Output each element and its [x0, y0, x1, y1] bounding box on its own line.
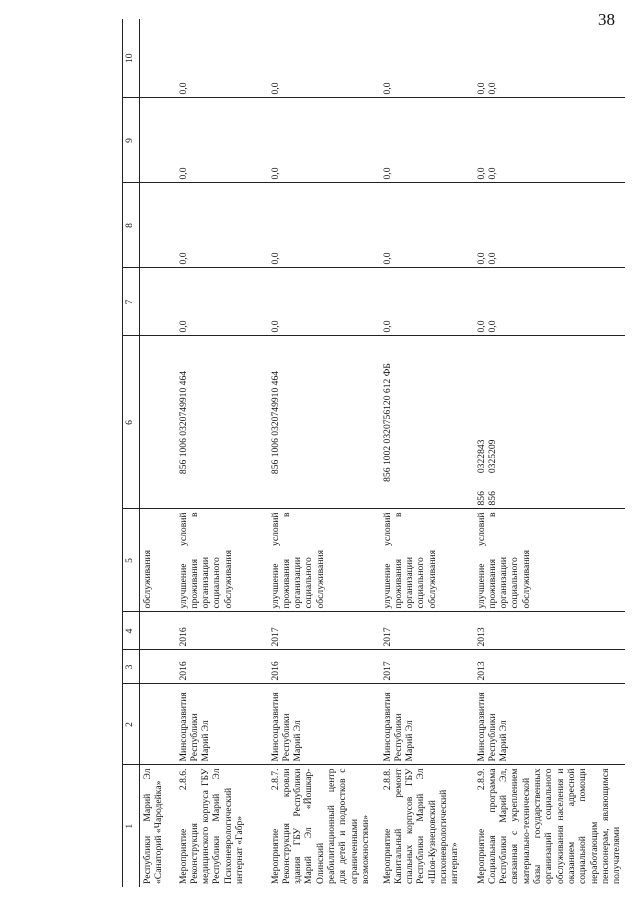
value: 0,0 — [475, 320, 487, 333]
cell-result: обслуживания — [140, 509, 176, 612]
cell-measure: Мероприятие 2.8.6. Реконструкция медицинского корпуса ГБУ Республики Марий Эл Психоневрологический интернат «Габр» — [177, 768, 246, 884]
cell-value-9 — [140, 98, 176, 183]
table-row — [140, 19, 176, 887]
cell-end-year: 2016 — [176, 612, 268, 650]
table-row — [176, 19, 268, 887]
cell-result: улучшение условий проживания в организации социального обслуживания — [380, 509, 474, 612]
col-header-8: 8 — [123, 183, 140, 268]
col-header-9: 9 — [123, 98, 140, 183]
cell-value-8: 0,0 — [268, 183, 380, 268]
header-row — [123, 19, 140, 887]
cell-executor: Минсоцразвития Республики Марий Эл — [380, 684, 474, 765]
col-header-7: 7 — [123, 268, 140, 336]
budget-target-code: 0322843 — [475, 439, 487, 474]
cell-value-8: 0,0 — [380, 183, 474, 268]
program-table — [122, 19, 625, 887]
cell-value-7: 0,0 — [268, 268, 380, 336]
cell-value-10: 0,0 — [268, 19, 380, 98]
cell-budget-code: 856 1002 0320756120 612 ФБ — [380, 336, 474, 509]
cell-value-10: 0,0 — [176, 19, 268, 98]
cell-start-year: 2013 — [474, 650, 625, 684]
col-header-6: 6 — [123, 336, 140, 509]
value: 0,0 — [486, 252, 498, 265]
cell-value-8 — [140, 183, 176, 268]
cell-value-9: 0,0 — [176, 98, 268, 183]
cell-value-8: 0,0 — [176, 183, 268, 268]
cell-end-year: 2013 — [474, 612, 625, 650]
cell-value-10 — [474, 19, 625, 98]
budget-target-code: 0325209 — [486, 439, 498, 474]
cell-measure: Мероприятие 2.8.7. Реконструкция кровли здания ГБУ Республики Марий Эл «Йошкар-Олинский реабилитационный центр для детей и подростков с ограниченными возможностями» — [269, 768, 371, 884]
col-header-10: 10 — [123, 19, 140, 98]
col-header-4: 4 — [123, 612, 140, 650]
budget-admin-code: 856 — [486, 491, 498, 506]
cell-value-10 — [140, 19, 176, 98]
col-header-3: 3 — [123, 650, 140, 684]
cell-budget-code — [140, 336, 176, 509]
cell-value-7 — [474, 268, 625, 336]
cell-measure: Мероприятие 2.8.9. Социальная программа Республики Марий Эл, связанная с укреплением материально-технической базы государственных организаций социального обслуживания населения и оказанием адресной социальной помощи неработающим пенсионерам, являющимся получателями — [475, 768, 623, 884]
value: 0,0 — [486, 320, 498, 333]
rotated-table-container — [122, 19, 632, 887]
col-header-2: 2 — [123, 684, 140, 765]
cell-budget-code: 856 1006 0320749910 464 — [176, 336, 268, 509]
cell-value-9 — [474, 98, 625, 183]
cell-budget-code — [474, 336, 625, 509]
cell-measure: Республики Марий Эл «Санаторий «Чародейка» — [142, 768, 165, 884]
cell-start-year: 2016 — [268, 650, 380, 684]
cell-start-year: 2016 — [176, 650, 268, 684]
cell-value-9: 0,0 — [268, 98, 380, 183]
budget-admin-code: 856 — [475, 491, 487, 506]
col-header-1: 1 — [123, 765, 140, 887]
cell-value-7 — [140, 268, 176, 336]
cell-measure: Мероприятие 2.8.8. Капитальный ремонт спальных корпусов ГБУ Республики Марий Эл «Шоя-Кузнецовский психоневрологический интернат» — [381, 768, 461, 884]
cell-start-year — [140, 650, 176, 684]
value: 0,0 — [475, 167, 487, 180]
value: 0,0 — [475, 82, 487, 95]
cell-budget-code: 856 1006 0320749910 464 — [268, 336, 380, 509]
cell-value-7: 0,0 — [380, 268, 474, 336]
value: 0,0 — [486, 167, 498, 180]
value: 0,0 — [475, 252, 487, 265]
cell-result: улучшение условий проживания в организации социального обслуживания — [474, 509, 625, 612]
cell-executor: Минсоцразвития Республики Марий Эл — [268, 684, 380, 765]
cell-executor: Минсоцразвития Республики Марий Эл — [176, 684, 268, 765]
cell-value-9: 0,0 — [380, 98, 474, 183]
page-number: 38 — [598, 10, 615, 29]
cell-end-year: 2017 — [268, 612, 380, 650]
cell-value-8 — [474, 183, 625, 268]
cell-value-10: 0,0 — [380, 19, 474, 98]
cell-result: улучшение условий проживания в организации социального обслуживания — [176, 509, 268, 612]
col-header-5: 5 — [123, 509, 140, 612]
cell-executor: Минсоцразвития Республики Марий Эл — [474, 684, 625, 765]
cell-executor — [140, 684, 176, 765]
cell-value-7: 0,0 — [176, 268, 268, 336]
value: 0,0 — [486, 82, 498, 95]
table-row — [268, 19, 380, 887]
cell-start-year: 2017 — [380, 650, 474, 684]
cell-end-year — [140, 612, 176, 650]
cell-result: улучшение условий проживания в организации социального обслуживания — [268, 509, 380, 612]
table-row — [474, 19, 625, 887]
cell-end-year: 2017 — [380, 612, 474, 650]
table-row — [380, 19, 474, 887]
